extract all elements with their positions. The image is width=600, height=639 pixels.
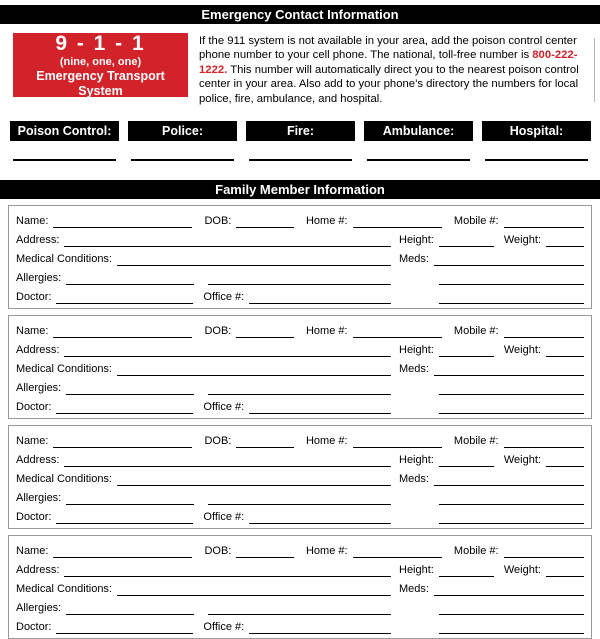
doctor-label: Doctor: — [16, 401, 52, 414]
allergies-label: Allergies: — [16, 272, 62, 285]
page-title: Emergency Contact Information — [0, 5, 600, 24]
meds-label: Meds: — [399, 363, 429, 376]
member-row-name — [16, 429, 584, 448]
mobile-phone-label: Mobile #: — [453, 325, 499, 338]
poison-control-blank-line — [13, 159, 116, 161]
home-phone-blank-line — [353, 325, 442, 338]
mobile-phone-blank-line — [504, 325, 584, 338]
name-blank-line — [53, 325, 192, 338]
doctor-label: Doctor: — [16, 291, 52, 304]
intro-text-before: If the 911 system is not available in your area, add the poison control center phone number to your cell phone. The national, toll-free number is — [199, 35, 577, 62]
meds-label: Meds: — [399, 583, 429, 596]
home-phone-blank-line — [353, 435, 442, 448]
contact-label-fire: Fire: — [246, 121, 355, 141]
height-label: Height: — [399, 344, 434, 357]
name-blank-line — [53, 545, 192, 558]
meds-extra-blank-line-2 — [439, 401, 584, 414]
member-block — [8, 535, 592, 639]
member-row-doctor — [16, 395, 584, 414]
medical-conditions-blank-line — [117, 253, 391, 266]
medical-conditions-blank-line — [117, 583, 391, 596]
meds-extra-blank-line — [439, 382, 584, 395]
allergies-extra-blank-line — [208, 272, 391, 285]
allergies-blank-line — [66, 382, 194, 395]
mobile-phone-blank-line — [504, 435, 584, 448]
meds-extra-blank-line-2 — [439, 291, 584, 304]
height-blank-line — [439, 234, 494, 247]
member-row-name — [16, 539, 584, 558]
allergies-extra-blank-line — [208, 602, 391, 615]
meds-extra-blank-line — [439, 272, 584, 285]
address-label: Address: — [16, 564, 60, 577]
member-block — [8, 315, 592, 419]
doctor-blank-line — [56, 401, 193, 414]
dob-blank-line — [236, 215, 294, 228]
contact-labels-row — [10, 121, 591, 141]
member-row-allergies — [16, 486, 584, 505]
contact-label-poison-control: Poison Control: — [10, 121, 119, 141]
doctor-blank-line — [56, 291, 193, 304]
member-row-allergies — [16, 376, 584, 395]
doctor-label: Doctor: — [16, 511, 52, 524]
mobile-phone-label: Mobile #: — [453, 215, 499, 228]
height-label: Height: — [399, 454, 434, 467]
weight-blank-line — [546, 564, 584, 577]
doctor-blank-line — [56, 511, 193, 524]
address-label: Address: — [16, 234, 60, 247]
contact-label-police: Police: — [128, 121, 237, 141]
member-row-doctor — [16, 285, 584, 304]
meds-extra-blank-line — [439, 602, 584, 615]
allergies-label: Allergies: — [16, 602, 62, 615]
office-phone-blank-line — [249, 511, 391, 524]
doctor-label: Doctor: — [16, 621, 52, 634]
member-row-name — [16, 319, 584, 338]
meds-extra-blank-line — [439, 492, 584, 505]
address-label: Address: — [16, 454, 60, 467]
ambulance-blank-line — [367, 159, 470, 161]
contact-label-hospital: Hospital: — [482, 121, 591, 141]
contact-blank-lines-row — [10, 159, 591, 161]
emergency-number: 9 - 1 - 1 — [55, 31, 146, 55]
address-blank-line — [64, 454, 391, 467]
member-row-medical — [16, 357, 584, 376]
allergies-label: Allergies: — [16, 492, 62, 505]
height-blank-line — [439, 564, 494, 577]
height-label: Height: — [399, 234, 434, 247]
dob-blank-line — [236, 435, 294, 448]
hospital-blank-line — [485, 159, 588, 161]
member-row-doctor — [16, 505, 584, 524]
address-blank-line — [64, 564, 391, 577]
intro-right-divider — [594, 38, 595, 102]
family-members-list — [0, 205, 600, 639]
meds-extra-blank-line-2 — [439, 511, 584, 524]
name-label: Name: — [16, 435, 49, 448]
meds-blank-line — [434, 583, 584, 596]
home-phone-label: Home #: — [305, 545, 348, 558]
weight-label: Weight: — [503, 454, 541, 467]
member-row-medical — [16, 467, 584, 486]
member-row-address — [16, 338, 584, 357]
weight-label: Weight: — [503, 234, 541, 247]
dob-blank-line — [236, 545, 294, 558]
emergency-phonetic: (nine, one, one) — [59, 55, 142, 68]
office-phone-label: Office #: — [203, 291, 245, 304]
medical-conditions-label: Medical Conditions: — [16, 473, 112, 486]
dob-blank-line — [236, 325, 294, 338]
member-row-allergies — [16, 266, 584, 285]
address-label: Address: — [16, 344, 60, 357]
home-phone-label: Home #: — [305, 435, 348, 448]
meds-label: Meds: — [399, 253, 429, 266]
allergies-label: Allergies: — [16, 382, 62, 395]
fire-blank-line — [249, 159, 352, 161]
member-block — [8, 205, 592, 309]
allergies-extra-blank-line — [208, 492, 391, 505]
family-section-title: Family Member Information — [0, 180, 600, 199]
contact-label-ambulance: Ambulance: — [364, 121, 473, 141]
emergency-911-box — [13, 33, 188, 97]
dob-label: DOB: — [204, 215, 232, 228]
office-phone-label: Office #: — [203, 511, 245, 524]
allergies-blank-line — [66, 272, 194, 285]
weight-blank-line — [546, 454, 584, 467]
medical-conditions-blank-line — [117, 473, 391, 486]
name-label: Name: — [16, 215, 49, 228]
name-blank-line — [53, 215, 192, 228]
name-blank-line — [53, 435, 192, 448]
home-phone-blank-line — [353, 545, 442, 558]
medical-conditions-label: Medical Conditions: — [16, 253, 112, 266]
name-label: Name: — [16, 325, 49, 338]
height-blank-line — [439, 454, 494, 467]
member-block — [8, 425, 592, 529]
height-blank-line — [439, 344, 494, 357]
office-phone-label: Office #: — [203, 401, 245, 414]
medical-conditions-label: Medical Conditions: — [16, 583, 112, 596]
mobile-phone-label: Mobile #: — [453, 545, 499, 558]
poison-control-phone-number: 800-222-1222. — [199, 49, 578, 76]
member-row-medical — [16, 577, 584, 596]
emergency-system-name: Emergency Transport System — [36, 68, 165, 98]
weight-label: Weight: — [503, 344, 541, 357]
name-label: Name: — [16, 545, 49, 558]
office-phone-blank-line — [249, 291, 391, 304]
home-phone-blank-line — [353, 215, 442, 228]
medical-conditions-blank-line — [117, 363, 391, 376]
member-row-address — [16, 558, 584, 577]
member-row-medical — [16, 247, 584, 266]
dob-label: DOB: — [204, 435, 232, 448]
member-row-name — [16, 209, 584, 228]
member-row-allergies — [16, 596, 584, 615]
medical-conditions-label: Medical Conditions: — [16, 363, 112, 376]
allergies-extra-blank-line — [208, 382, 391, 395]
police-blank-line — [131, 159, 234, 161]
member-row-address — [16, 448, 584, 467]
mobile-phone-blank-line — [504, 215, 584, 228]
dob-label: DOB: — [204, 325, 232, 338]
member-row-doctor — [16, 615, 584, 634]
mobile-phone-blank-line — [504, 545, 584, 558]
address-blank-line — [64, 234, 391, 247]
allergies-blank-line — [66, 602, 194, 615]
home-phone-label: Home #: — [305, 215, 348, 228]
dob-label: DOB: — [204, 545, 232, 558]
weight-blank-line — [546, 234, 584, 247]
mobile-phone-label: Mobile #: — [453, 435, 499, 448]
home-phone-label: Home #: — [305, 325, 348, 338]
meds-label: Meds: — [399, 473, 429, 486]
meds-blank-line — [434, 253, 584, 266]
allergies-blank-line — [66, 492, 194, 505]
intro-paragraph — [199, 33, 594, 106]
meds-blank-line — [434, 473, 584, 486]
office-phone-blank-line — [249, 401, 391, 414]
height-label: Height: — [399, 564, 434, 577]
member-row-address — [16, 228, 584, 247]
address-blank-line — [64, 344, 391, 357]
meds-blank-line — [434, 363, 584, 376]
weight-label: Weight: — [503, 564, 541, 577]
weight-blank-line — [546, 344, 584, 357]
office-phone-label: Office #: — [203, 621, 245, 634]
intro-section — [13, 33, 594, 106]
intro-text-after: This number will automatically direct you to the nearest poison control center in your area. Also add to your phone’s directory the numbers for local police, fire, ambulance, and hospital. — [199, 63, 579, 105]
